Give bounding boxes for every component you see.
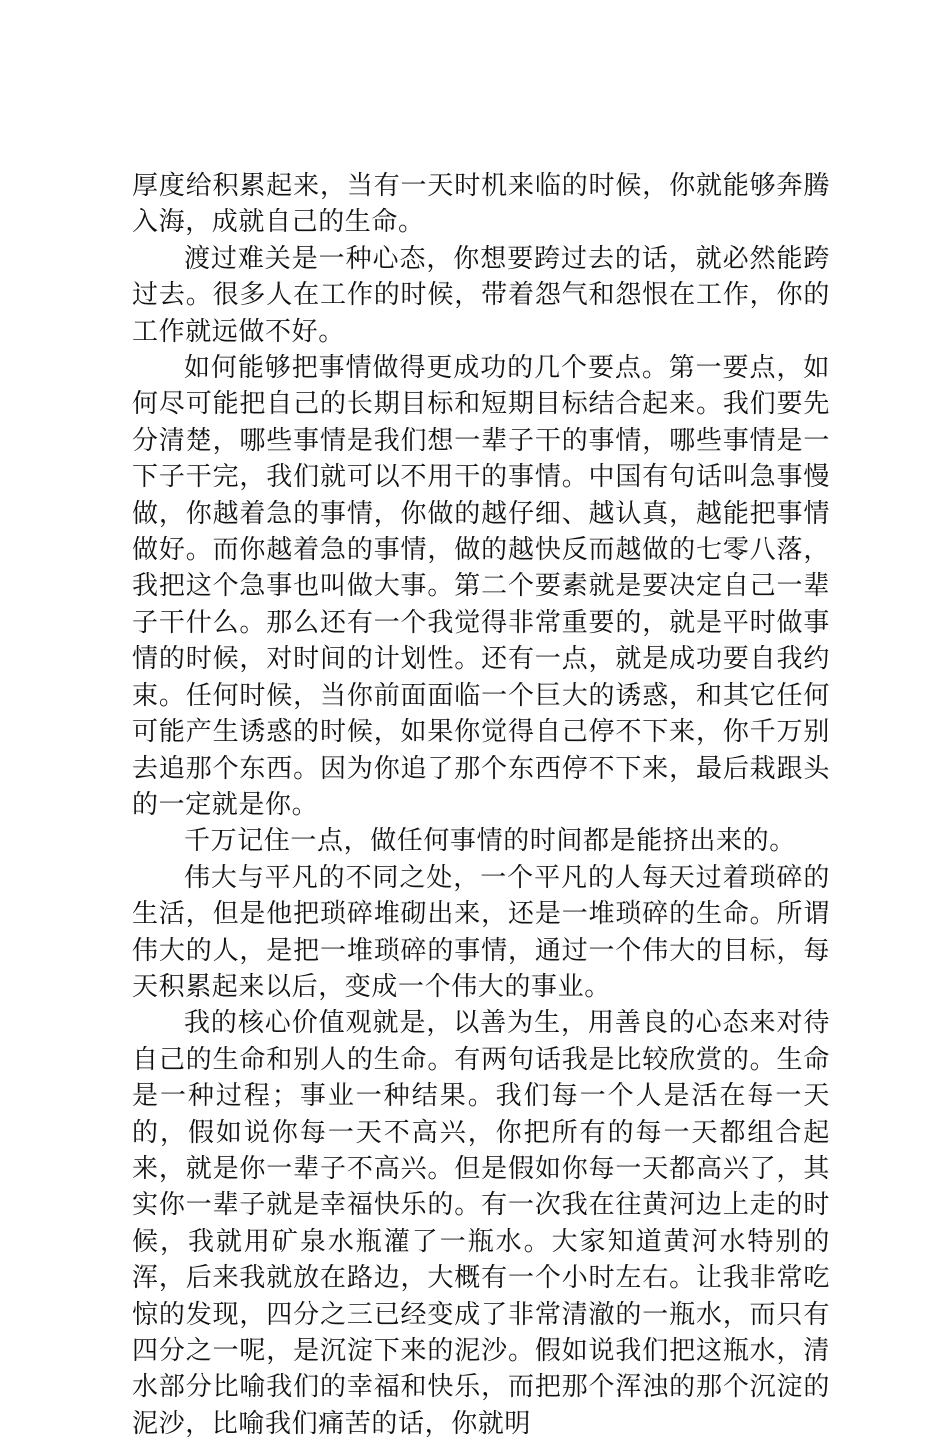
paragraph-core-values: 我的核心价值观就是，以善为生，用善良的心态来对待自己的生命和别人的生命。有两句话我是比较欣赏的。生命是一种过程；事业一种结果。我们每一个人是活在每一天的，假如说你每一天不高兴，你把所有的每一天都组合起来，就是你一辈子不高兴。但是假如你每一天都高兴了，其实你一辈子就是幸福快乐的。有一次我在往黄河边上走的时候，我就用矿泉水瓶灌了一瓶水。大家知道黄河水特别的浑，后来我就放在路边，大概有一个小时左右。让我非常吃惊的发现，四分之三已经变成了非常清澈的一瓶水，而只有四分之一呢，是沉淀下来的泥沙。假如说我们把这瓶水，清水部分比喻我们的幸福和快乐，而把那个浑浊的那个沉淀的泥沙，比喻我们痛苦的话，你就明 xyxy=(132,1008,830,1439)
paragraph-greatness: 伟大与平凡的不同之处，一个平凡的人每天过着琐碎的生活，但是他把琐碎堆砌出来，还是一堆琐碎的生命。所谓伟大的人，是把一堆琐碎的事情，通过一个伟大的目标，每天积累起来以后，变成一个伟大的事业。 xyxy=(132,862,830,1002)
document-body xyxy=(132,168,830,1442)
paragraph-overcoming-difficulties: 渡过难关是一种心态，你想要跨过去的话，就必然能跨过去。很多人在工作的时候，带着怨气和怨恨在工作，你的工作就远做不好。 xyxy=(132,243,830,347)
paragraph-key-points: 如何能够把事情做得更成功的几个要点。第一要点，如何尽可能把自己的长期目标和短期目标结合起来。我们要先分清楚，哪些事情是我们想一辈子干的事情，哪些事情是一下子干完，我们就可以不用干的事情。中国有句话叫急事慢做，你越着急的事情，你做的越仔细、越认真，越能把事情做好。而你越着急的事情，做的越快反而越做的七零八落，我把这个急事也叫做大事。第二个要素就是要决定自己一辈子干什么。那么还有一个我觉得非常重要的，就是平时做事情的时候，对时间的计划性。还有一点，就是成功要自我约束。任何时候，当你前面面临一个巨大的诱惑，和其它任何可能产生诱惑的时候，如果你觉得自己停不下来，你千万别去追那个东西。因为你追了那个东西停不下来，最后栽跟头的一定就是你。 xyxy=(132,353,830,820)
paragraph-continued: 厚度给积累起来，当有一天时机来临的时候，你就能够奔腾入海，成就自己的生命。 xyxy=(132,171,830,238)
paragraph-time: 千万记住一点，做任何事情的时间都是能挤出来的。 xyxy=(184,826,796,857)
